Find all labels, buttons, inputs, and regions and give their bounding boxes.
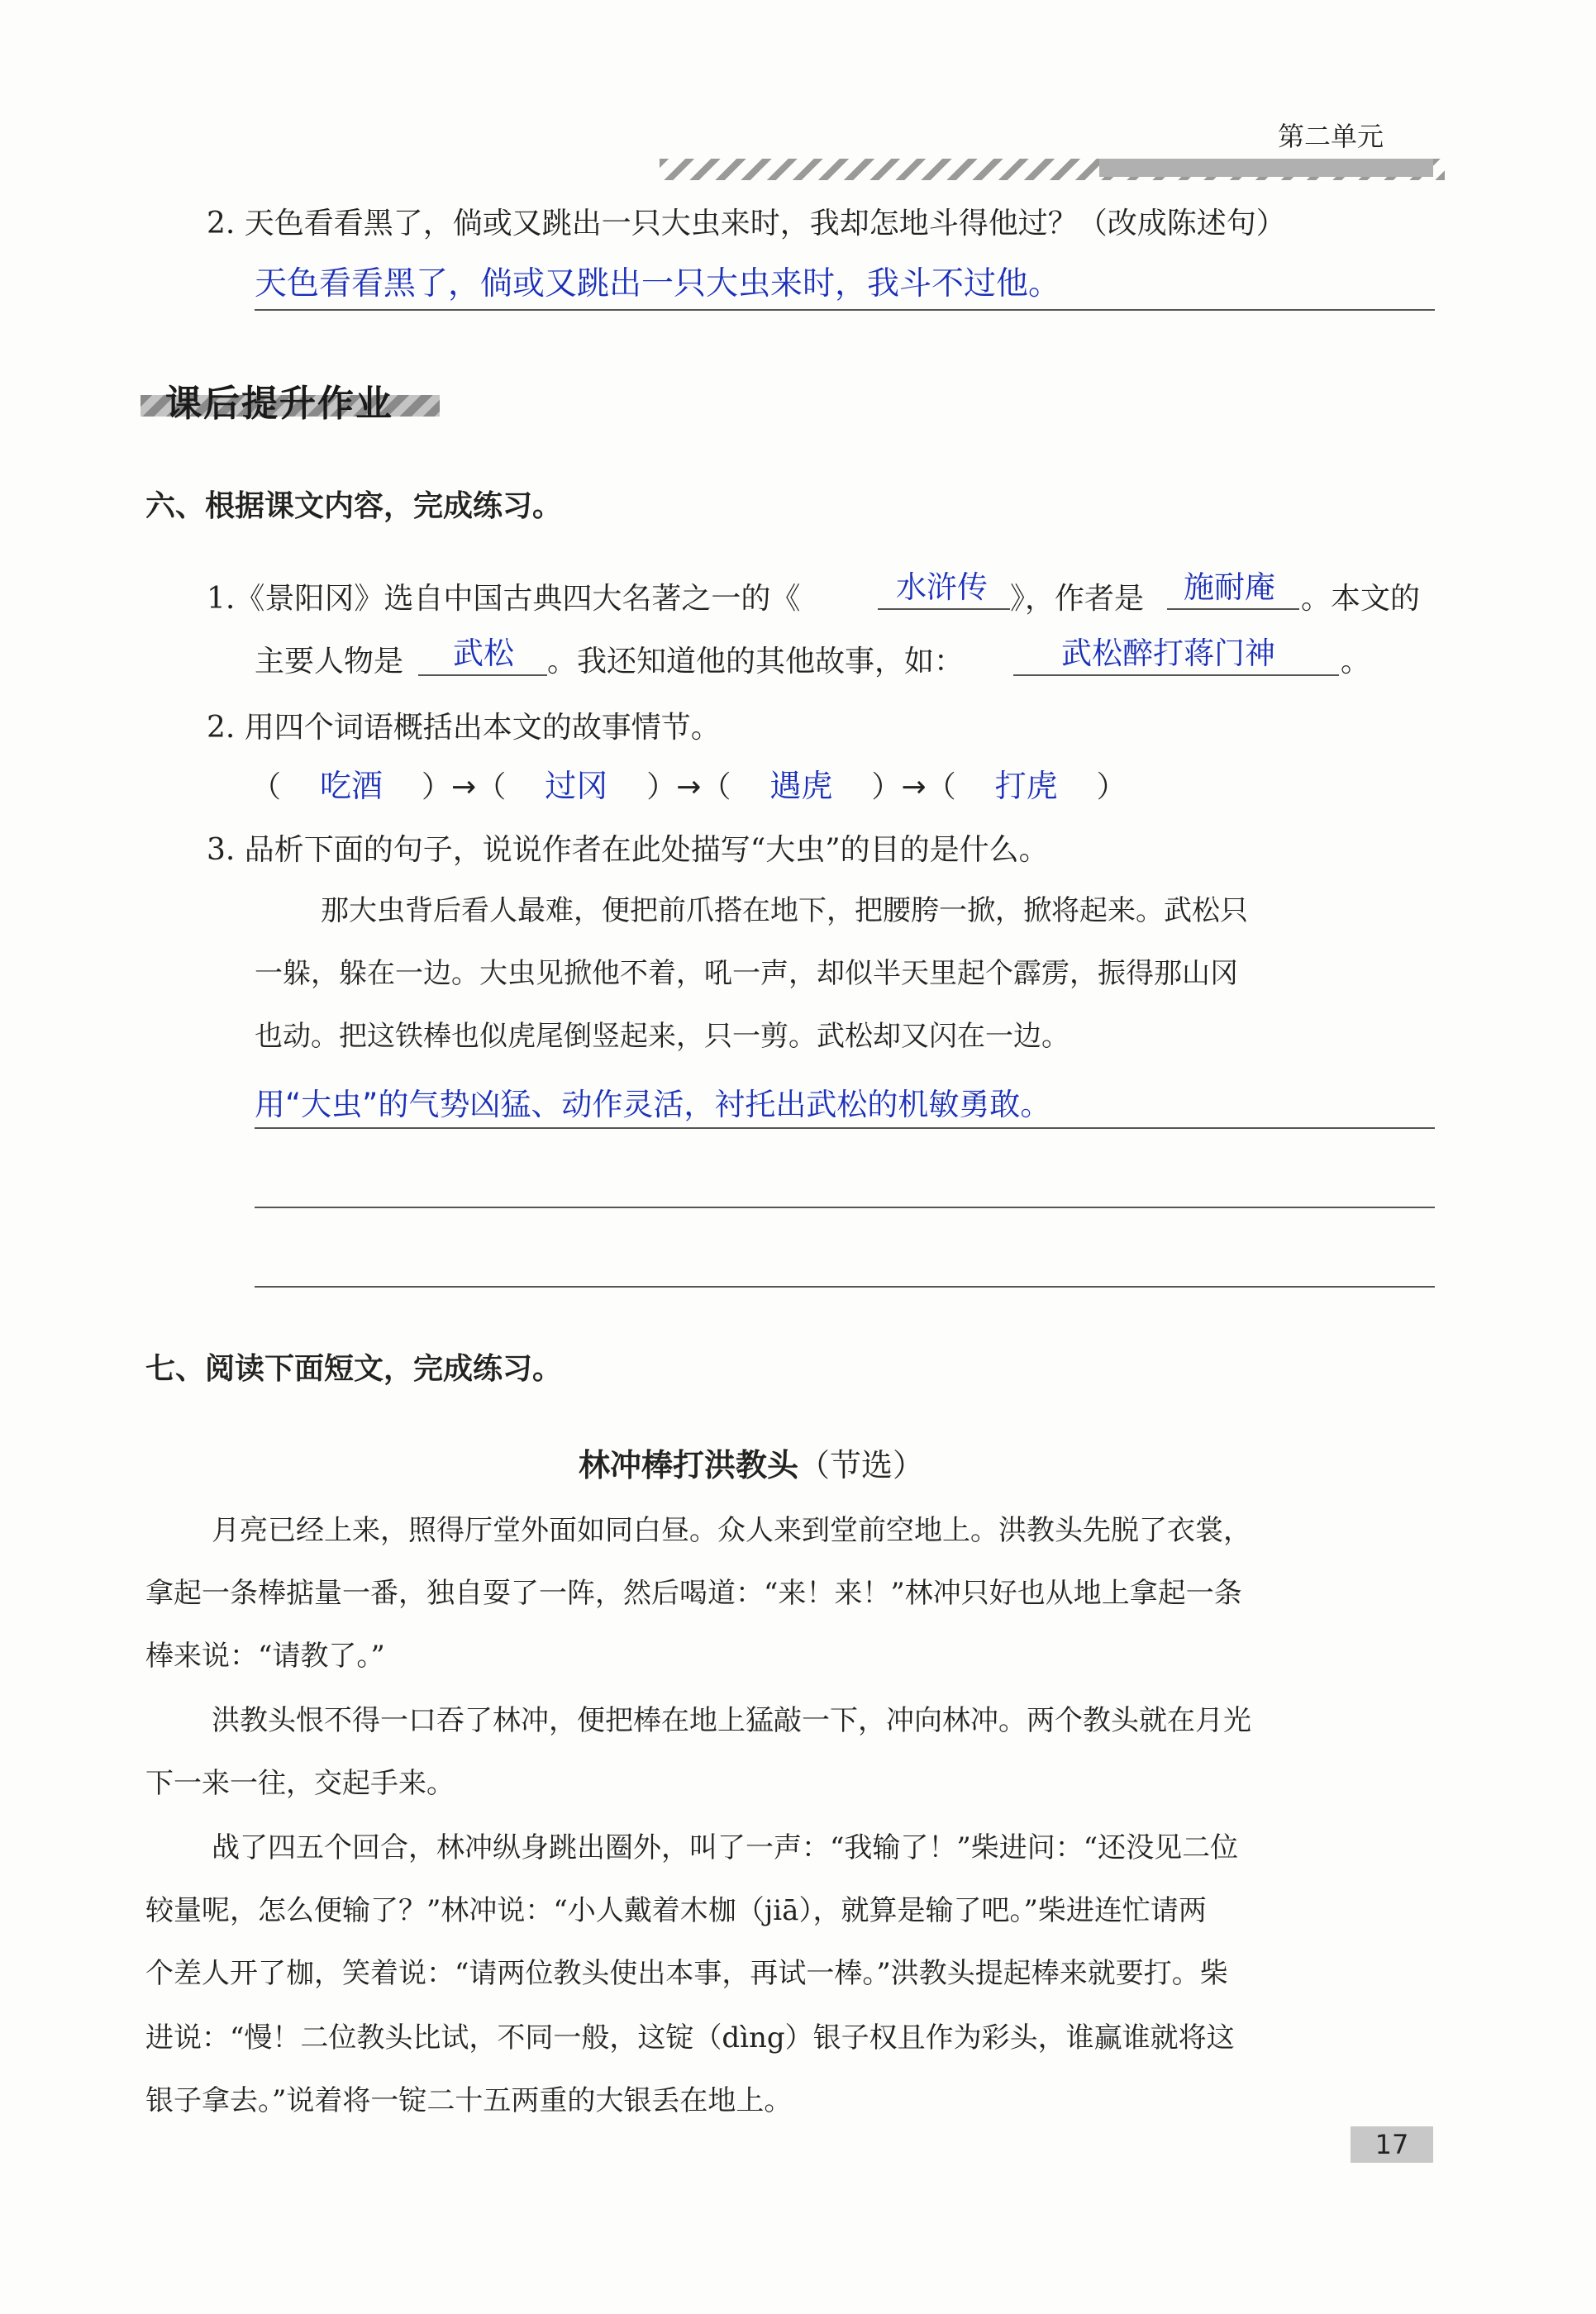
q1-line-book <box>878 608 1010 610</box>
prev-question-2: 2. 天色看看黑了，倘或又跳出一只大虫来时，我却怎地斗得他过？（改成陈述句） <box>207 207 1286 240</box>
passage-title-note: （节选） <box>798 1447 925 1483</box>
passage-line-1: 月亮已经上来，照得厅堂外面如同白昼。众人来到堂前空地上。洪教头先脱了衣裳， <box>212 1514 1251 1547</box>
passage-line-7: 较量呢，怎么便输了？”林冲说：“小人戴着木枷（jiā），就算是输了吧。”柴进连忙请两 <box>145 1894 1207 1927</box>
section7-heading: 七、阅读下面短文，完成练习。 <box>145 1351 563 1386</box>
passage-line-2: 拿起一条棒掂量一番，独自耍了一阵，然后喝道：“来！来！”林冲只好也从地上拿起一条 <box>145 1577 1242 1610</box>
passage-line-4: 洪教头恨不得一口吞了林冲，便把棒在地上猛敲一下，冲向林冲。两个教头就在月光 <box>212 1704 1251 1737</box>
q3-line-2 <box>255 1207 1435 1208</box>
arrow-2: → <box>676 770 702 804</box>
unit-label: 第二单元 <box>1278 121 1384 152</box>
page-number: 17 <box>1351 2126 1433 2163</box>
q2-text: 2. 用四个词语概括出本文的故事情节。 <box>207 711 721 745</box>
plot-open-1: （ <box>251 770 282 804</box>
q1-part6: 。 <box>1341 645 1371 678</box>
q3-line-3 <box>255 1286 1435 1288</box>
header-bar <box>1099 159 1433 177</box>
passage-line-6: 战了四五个回合，林冲纵身跳出圈外，叫了一声：“我输了！”柴进问：“还没见二位 <box>212 1831 1239 1864</box>
q3-line-1 <box>255 1127 1435 1129</box>
passage-line-9: 进说：“慢！二位教头比试，不同一般，这锭（dìng）银子权且作为彩头，谁赢谁就将这 <box>145 2021 1235 2055</box>
plot-open-4: （ <box>926 770 956 804</box>
q1-line-author <box>1167 608 1299 610</box>
plot-open-2: （ <box>476 770 507 804</box>
passage-line-10: 银子拿去。”说着将一锭二十五两重的大银丢在地上。 <box>145 2084 793 2117</box>
homework-banner <box>141 374 440 423</box>
q2-plot <box>251 760 1127 806</box>
plot-close-3: ） <box>871 770 902 804</box>
plot-close-1: ） <box>422 770 452 804</box>
q3-quote-line-3: 也动。把这铁棒也似虎尾倒竖起来，只一剪。武松却又闪在一边。 <box>255 1020 1070 1053</box>
q3-quote-line-1: 那大虫背后看人最难，便把前爪搭在地下，把腰胯一掀，掀将起来。武松只 <box>321 894 1248 927</box>
arrow-1: → <box>451 770 477 804</box>
q1-part4: 主要人物是 <box>255 645 404 678</box>
prev-answer-2: 天色看看黑了，倘或又跳出一只大虫来时，我斗不过他。 <box>255 265 1061 302</box>
plot-open-3: （ <box>701 770 731 804</box>
q1-part5: 。我还知道他的其他故事，如： <box>547 645 965 678</box>
passage-line-3: 棒来说：“请教了。” <box>145 1640 385 1673</box>
q1-part1: 1.《景阳冈》选自中国古典四大名著之一的《 <box>207 582 801 616</box>
passage-title-main: 林冲棒打洪教头 <box>579 1446 799 1483</box>
q3-text: 3. 品析下面的句子，说说作者在此处描写“大虫”的目的是什么。 <box>207 833 1049 867</box>
q1-answer-author: 施耐庵 <box>1184 569 1275 605</box>
q1-part2: 》，作者是 <box>1010 582 1145 616</box>
q1-line-character <box>418 674 547 676</box>
plot-answer-3: 遇虎 <box>769 768 833 804</box>
passage-title <box>579 1440 924 1485</box>
prev-answer-line <box>255 309 1435 311</box>
plot-close-4: ） <box>1096 770 1127 804</box>
q1-answer-story: 武松醉打蒋门神 <box>1061 636 1275 671</box>
passage-line-5: 下一来一往，交起手来。 <box>145 1767 455 1800</box>
q1-line-story <box>1013 674 1339 676</box>
plot-close-2: ） <box>646 770 677 804</box>
plot-answer-4: 打虎 <box>994 768 1058 804</box>
q3-quote-line-2: 一躲，躲在一边。大虫见掀他不着，吼一声，却似半天里起个霹雳，振得那山冈 <box>255 957 1238 990</box>
plot-answer-2: 过冈 <box>545 768 608 804</box>
plot-answer-1: 吃酒 <box>320 768 384 804</box>
q1-part3: 。本文的 <box>1301 582 1421 616</box>
q1-answer-character: 武松 <box>453 636 514 671</box>
banner-title: 课后提升作业 <box>165 383 393 425</box>
q3-answer: 用“大虫”的气势凶猛、动作灵活，衬托出武松的机敏勇敢。 <box>255 1087 1051 1122</box>
section6-heading: 六、根据课文内容，完成练习。 <box>145 488 563 523</box>
q1-answer-book: 水浒传 <box>896 569 988 605</box>
arrow-3: → <box>901 770 927 804</box>
passage-line-8: 个差人开了枷，笑着说：“请两位教头使出本事，再试一棒。”洪教头提起棒来就要打。柴 <box>145 1957 1228 1990</box>
